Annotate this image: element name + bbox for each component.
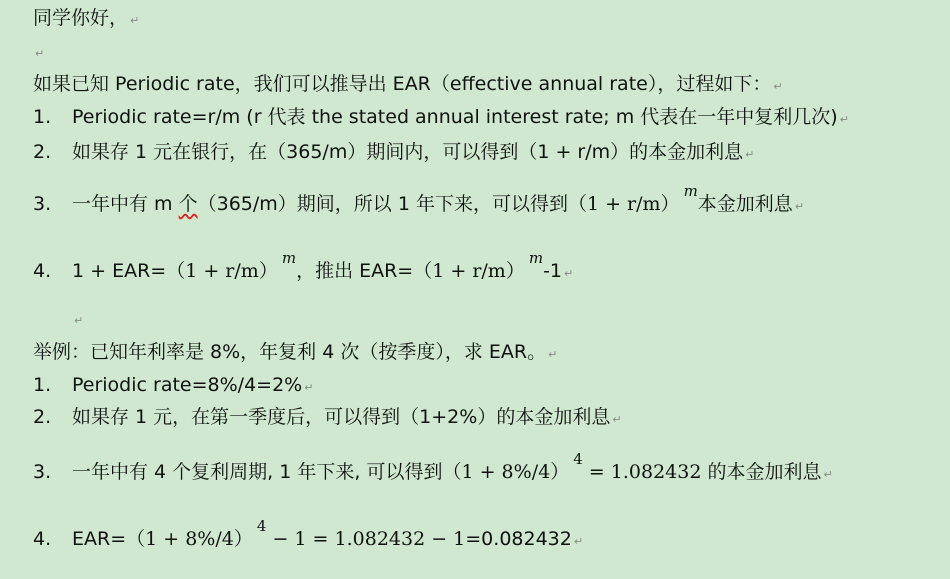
list-text: 一年中有 4 个复利周期, 1 年下来, 可以得到$(1 + 8\%/4)^4 = 1.082432$ 的本金加利息 ↵ [72, 450, 833, 483]
greeting-line [33, 6, 139, 33]
greeting-text: 同学你好， [33, 7, 129, 29]
math-exponent: m [683, 182, 698, 200]
intro-line [33, 72, 783, 99]
paragraph-mark-icon: ↵ [773, 80, 783, 93]
list-text: Periodic rate=r/m (r 代表 the stated annual interest rate; m 代表在一年中复利几次) ↵ [72, 106, 849, 128]
math-expression: 1 + 8%/4 [145, 528, 234, 550]
paragraph-mark-icon: ↵ [130, 14, 140, 27]
paragraph-mark-icon: ↵ [548, 348, 558, 361]
list-text: 如果存 1 元在银行，在（365/m）期间内，可以得到（1 + r/m）的本金加利息 ↵ [72, 141, 755, 163]
list-text: Periodic rate=8%/4=2% ↵ [72, 374, 314, 396]
math-expression: 1 + r/m [586, 193, 661, 215]
math-result: = 1.082432 [582, 461, 702, 483]
intro-text: 如果已知 Periodic rate，我们可以推导出 EAR（effective annual rate），过程如下： [33, 73, 772, 95]
blank-line [72, 306, 83, 333]
paragraph-mark-icon: ↵ [564, 267, 574, 280]
list-number: 3. [33, 461, 52, 483]
paragraph-mark-icon: ↵ [35, 47, 45, 60]
paragraph-mark-icon: ↵ [74, 314, 84, 327]
list-number: 3. [33, 193, 52, 215]
list-text: $EAR=(1 + 8\%/4)^4 - 1 = 1.082432 - 1=0.082432$ ↵ [72, 517, 584, 550]
math-exponent: 4 [573, 450, 583, 468]
paragraph-mark-icon: ↵ [745, 148, 755, 161]
list-number: 2. [33, 141, 52, 163]
paragraph-mark-icon: ↵ [823, 468, 833, 481]
math-expression: 1 + r/m [432, 260, 506, 282]
math-exponent: m [281, 249, 297, 267]
list-number: 4. [33, 260, 52, 282]
math-result: − 1 = 1.082432 − 1 [266, 528, 466, 550]
blank-line [33, 39, 44, 66]
math-expression: 1 + r/m [185, 260, 259, 282]
paragraph-mark-icon: ↵ [573, 535, 584, 548]
list-text: 一年中有 m 个（365/m）期间，所以 1 年下来，可以得到$(1 + r/m)^m$本金加利息 ↵ [72, 182, 805, 215]
paragraph-mark-icon: ↵ [304, 381, 314, 394]
example-intro-line [33, 340, 557, 367]
list-number: 1. [33, 106, 52, 128]
example-intro-text: 举例：已知年利率是 8%，年复利 4 次（按季度），求 EAR。 [33, 341, 547, 363]
list-number: 2. [33, 406, 52, 428]
paragraph-mark-icon: ↵ [612, 413, 622, 426]
spellcheck-word: 个 [178, 193, 198, 215]
math-exponent: m [528, 249, 544, 267]
list-number: 4. [33, 528, 52, 550]
list-text: 如果存 1 元，在第一季度后，可以得到（1+2%）的本金加利息 ↵ [72, 406, 622, 428]
list-text: $1 + EAR=(1 + r/m)^m$，推出 $EAR=(1 + r/m)^m-1$ ↵ [72, 249, 574, 282]
paragraph-mark-icon: ↵ [839, 113, 849, 126]
math-expression: 1 + 8%/4 [461, 461, 551, 483]
math-exponent: 4 [256, 517, 267, 535]
list-number: 1. [33, 374, 52, 396]
paragraph-mark-icon: ↵ [794, 200, 805, 213]
